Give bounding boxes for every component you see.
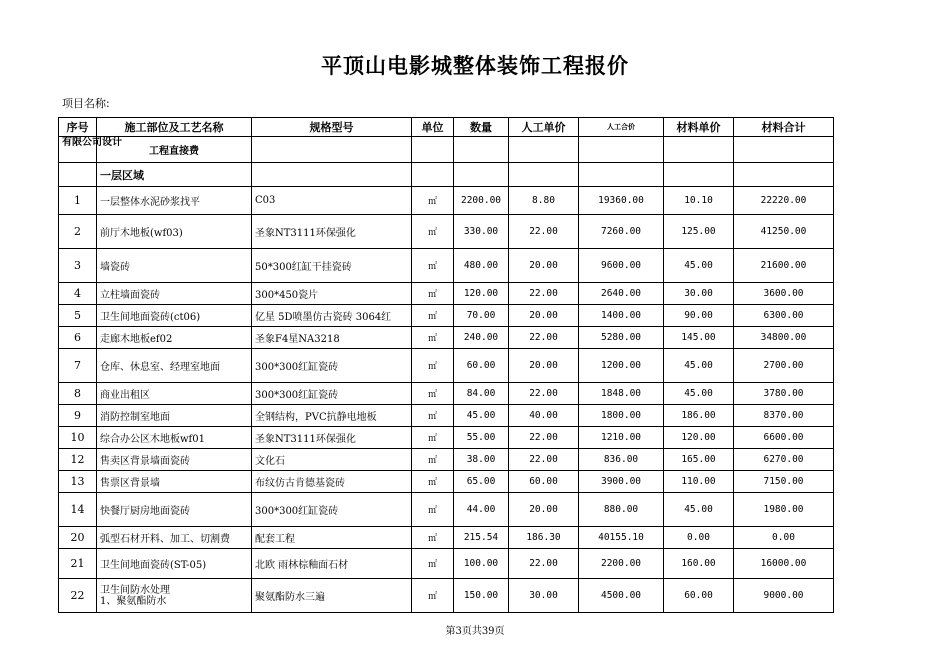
row-unit: ㎡ — [412, 527, 454, 549]
header-labor-total: 人工合价 — [579, 118, 664, 137]
row-labor-price: 20.00 — [509, 349, 579, 383]
row-qty: 55.00 — [454, 427, 509, 449]
row-material-price: 90.00 — [664, 305, 734, 327]
row-material-price: 45.00 — [664, 493, 734, 527]
row-labor-total: 3900.00 — [579, 471, 664, 493]
row-spec: 聚氨酯防水三遍 — [252, 579, 412, 613]
row-labor-price: 40.00 — [509, 405, 579, 427]
row-unit: ㎡ — [412, 249, 454, 283]
empty-cell — [252, 163, 412, 187]
header-qty: 数量 — [454, 118, 509, 137]
quote-table — [58, 117, 834, 613]
row-labor-price: 60.00 — [509, 471, 579, 493]
page-title: 平顶山电影城整体装饰工程报价 — [321, 54, 629, 78]
row-spec: 亿星 5D喷墨仿古瓷砖 3064红 — [252, 305, 412, 327]
row-part-name: 消防控制室地面 — [97, 405, 252, 427]
row-material-price: 10.10 — [664, 187, 734, 215]
header-row — [59, 118, 834, 137]
empty-cell — [412, 163, 454, 187]
row-part-name: 卫生间地面瓷砖(ST-05) — [97, 549, 252, 579]
empty-cell — [734, 163, 834, 187]
row-labor-total: 7260.00 — [579, 215, 664, 249]
row-unit: ㎡ — [412, 305, 454, 327]
row-material-price: 120.00 — [664, 427, 734, 449]
row-part-name: 立柱墙面瓷砖 — [97, 283, 252, 305]
direct-cost-row — [59, 137, 834, 163]
row-qty: 240.00 — [454, 327, 509, 349]
empty-cell — [454, 137, 509, 163]
table-row — [59, 471, 834, 493]
row-spec: 300*450瓷片 — [252, 283, 412, 305]
row-labor-total: 880.00 — [579, 493, 664, 527]
empty-cell — [509, 137, 579, 163]
row-part-name: 一层整体水泥砂浆找平 — [97, 187, 252, 215]
company-cell: 有限公司设计 — [59, 137, 97, 163]
row-seq: 14 — [59, 493, 97, 527]
row-spec: 北欧 雨林棕釉面石材 — [252, 549, 412, 579]
row-material-total: 6270.00 — [734, 449, 834, 471]
section-label: 一层区域 — [97, 163, 252, 187]
row-qty: 120.00 — [454, 283, 509, 305]
row-qty: 150.00 — [454, 579, 509, 613]
row-unit: ㎡ — [412, 383, 454, 405]
row-seq: 9 — [59, 405, 97, 427]
row-material-price: 110.00 — [664, 471, 734, 493]
row-material-total: 2700.00 — [734, 349, 834, 383]
row-labor-total: 2200.00 — [579, 549, 664, 579]
row-labor-total: 40155.10 — [579, 527, 664, 549]
row-unit: ㎡ — [412, 187, 454, 215]
empty-cell — [412, 137, 454, 163]
row-unit: ㎡ — [412, 349, 454, 383]
row-seq: 13 — [59, 471, 97, 493]
row-unit: ㎡ — [412, 327, 454, 349]
row-part-name: 售卖区背景墙面瓷砖 — [97, 449, 252, 471]
row-labor-price: 22.00 — [509, 427, 579, 449]
row-seq: 2 — [59, 215, 97, 249]
table-row — [59, 449, 834, 471]
row-labor-total: 2640.00 — [579, 283, 664, 305]
row-seq: 10 — [59, 427, 97, 449]
row-material-total: 21600.00 — [734, 249, 834, 283]
table-row — [59, 549, 834, 579]
row-material-price: 45.00 — [664, 349, 734, 383]
row-material-total: 6300.00 — [734, 305, 834, 327]
row-part-name: 卫生间防水处理 1、聚氨酯防水 — [97, 579, 252, 613]
row-unit: ㎡ — [412, 579, 454, 613]
row-qty: 480.00 — [454, 249, 509, 283]
table-row — [59, 579, 834, 613]
table-row — [59, 405, 834, 427]
table-row — [59, 383, 834, 405]
row-seq: 21 — [59, 549, 97, 579]
row-seq: 22 — [59, 579, 97, 613]
row-unit: ㎡ — [412, 471, 454, 493]
row-labor-price: 20.00 — [509, 493, 579, 527]
table-row — [59, 493, 834, 527]
row-labor-price: 8.80 — [509, 187, 579, 215]
row-labor-price: 186.30 — [509, 527, 579, 549]
row-unit: ㎡ — [412, 427, 454, 449]
row-qty: 100.00 — [454, 549, 509, 579]
row-seq: 5 — [59, 305, 97, 327]
row-labor-price: 22.00 — [509, 449, 579, 471]
row-labor-total: 5280.00 — [579, 327, 664, 349]
row-labor-price: 22.00 — [509, 383, 579, 405]
table-row — [59, 187, 834, 215]
header-labor-price: 人工单价 — [509, 118, 579, 137]
row-material-total: 3780.00 — [734, 383, 834, 405]
row-part-name: 商业出租区 — [97, 383, 252, 405]
empty-cell — [509, 163, 579, 187]
row-material-total: 6600.00 — [734, 427, 834, 449]
row-spec: 300*300红缸瓷砖 — [252, 349, 412, 383]
row-qty: 60.00 — [454, 349, 509, 383]
row-seq: 20 — [59, 527, 97, 549]
row-spec: 圣象NT3111环保强化 — [252, 427, 412, 449]
row-material-total: 22220.00 — [734, 187, 834, 215]
row-labor-total: 1800.00 — [579, 405, 664, 427]
row-labor-total: 4500.00 — [579, 579, 664, 613]
row-labor-price: 30.00 — [509, 579, 579, 613]
row-labor-total: 1400.00 — [579, 305, 664, 327]
table-row — [59, 283, 834, 305]
row-labor-price: 22.00 — [509, 549, 579, 579]
direct-cost-label: 工程直接费 — [97, 137, 252, 163]
row-labor-price: 22.00 — [509, 283, 579, 305]
row-part-name: 卫生间地面瓷砖(ct06) — [97, 305, 252, 327]
table-row — [59, 349, 834, 383]
row-qty: 45.00 — [454, 405, 509, 427]
row-material-price: 186.00 — [664, 405, 734, 427]
empty-cell — [579, 163, 664, 187]
row-material-price: 0.00 — [664, 527, 734, 549]
row-unit: ㎡ — [412, 449, 454, 471]
row-qty: 84.00 — [454, 383, 509, 405]
row-part-name: 前厅木地板(wf03) — [97, 215, 252, 249]
row-seq: 1 — [59, 187, 97, 215]
row-spec: 文化石 — [252, 449, 412, 471]
row-material-total: 0.00 — [734, 527, 834, 549]
row-spec: C03 — [252, 187, 412, 215]
row-material-price: 165.00 — [664, 449, 734, 471]
row-unit: ㎡ — [412, 493, 454, 527]
row-material-total: 16000.00 — [734, 549, 834, 579]
row-labor-price: 20.00 — [509, 305, 579, 327]
row-labor-price: 20.00 — [509, 249, 579, 283]
row-labor-total: 1200.00 — [579, 349, 664, 383]
row-qty: 215.54 — [454, 527, 509, 549]
row-part-name: 墙瓷砖 — [97, 249, 252, 283]
row-qty: 2200.00 — [454, 187, 509, 215]
row-unit: ㎡ — [412, 549, 454, 579]
header-unit: 单位 — [412, 118, 454, 137]
row-material-price: 125.00 — [664, 215, 734, 249]
row-seq: 8 — [59, 383, 97, 405]
row-material-total: 1980.00 — [734, 493, 834, 527]
row-labor-price: 22.00 — [509, 215, 579, 249]
table-row — [59, 305, 834, 327]
row-part-name: 售票区背景墙 — [97, 471, 252, 493]
row-labor-total: 1848.00 — [579, 383, 664, 405]
header-part: 施工部位及工艺名称 — [97, 118, 252, 137]
row-spec: 圣象F4星NA3218 — [252, 327, 412, 349]
row-unit: ㎡ — [412, 405, 454, 427]
project-name-label: 项目名称: — [62, 97, 110, 110]
empty-cell — [454, 163, 509, 187]
row-material-price: 30.00 — [664, 283, 734, 305]
row-seq: 3 — [59, 249, 97, 283]
header-material-price: 材料单价 — [664, 118, 734, 137]
section-row — [59, 163, 834, 187]
row-material-total: 7150.00 — [734, 471, 834, 493]
row-spec: 配套工程 — [252, 527, 412, 549]
header-spec: 规格型号 — [252, 118, 412, 137]
row-part-name: 弧型石材开料、加工、切割费 — [97, 527, 252, 549]
table-row — [59, 527, 834, 549]
row-unit: ㎡ — [412, 215, 454, 249]
row-material-total: 41250.00 — [734, 215, 834, 249]
row-material-price: 60.00 — [664, 579, 734, 613]
row-material-total: 34800.00 — [734, 327, 834, 349]
empty-cell — [579, 137, 664, 163]
row-labor-total: 9600.00 — [579, 249, 664, 283]
row-seq: 7 — [59, 349, 97, 383]
header-material-total: 材料合计 — [734, 118, 834, 137]
table-row — [59, 249, 834, 283]
page-footer: 第3页共39页 — [445, 626, 505, 637]
row-unit: ㎡ — [412, 283, 454, 305]
row-material-total: 3600.00 — [734, 283, 834, 305]
row-spec: 全钢结构，PVC抗静电地板 — [252, 405, 412, 427]
row-seq: 12 — [59, 449, 97, 471]
row-qty: 38.00 — [454, 449, 509, 471]
row-spec: 300*300红缸瓷砖 — [252, 383, 412, 405]
empty-cell — [664, 137, 734, 163]
row-labor-total: 1210.00 — [579, 427, 664, 449]
row-spec: 50*300红缸干挂瓷砖 — [252, 249, 412, 283]
row-spec: 300*300红缸瓷砖 — [252, 493, 412, 527]
table-row — [59, 427, 834, 449]
empty-cell — [734, 137, 834, 163]
row-material-price: 45.00 — [664, 249, 734, 283]
row-material-total: 9000.00 — [734, 579, 834, 613]
row-part-name: 走廊木地板ef02 — [97, 327, 252, 349]
row-seq: 6 — [59, 327, 97, 349]
row-material-price: 160.00 — [664, 549, 734, 579]
table-row — [59, 327, 834, 349]
empty-cell — [252, 137, 412, 163]
row-part-name: 综合办公区木地板wf01 — [97, 427, 252, 449]
row-labor-price: 22.00 — [509, 327, 579, 349]
row-qty: 330.00 — [454, 215, 509, 249]
row-qty: 70.00 — [454, 305, 509, 327]
row-material-total: 8370.00 — [734, 405, 834, 427]
row-seq: 4 — [59, 283, 97, 305]
row-part-name: 快餐厅厨房地面瓷砖 — [97, 493, 252, 527]
row-labor-total: 19360.00 — [579, 187, 664, 215]
row-material-price: 145.00 — [664, 327, 734, 349]
row-spec: 布纹仿古肯德基瓷砖 — [252, 471, 412, 493]
header-seq: 序号 — [59, 118, 97, 137]
row-spec: 圣象NT3111环保强化 — [252, 215, 412, 249]
row-part-name: 仓库、休息室、经理室地面 — [97, 349, 252, 383]
row-qty: 65.00 — [454, 471, 509, 493]
empty-cell — [664, 163, 734, 187]
row-qty: 44.00 — [454, 493, 509, 527]
row-labor-total: 836.00 — [579, 449, 664, 471]
row-material-price: 45.00 — [664, 383, 734, 405]
table-row — [59, 215, 834, 249]
empty-cell — [59, 163, 97, 187]
